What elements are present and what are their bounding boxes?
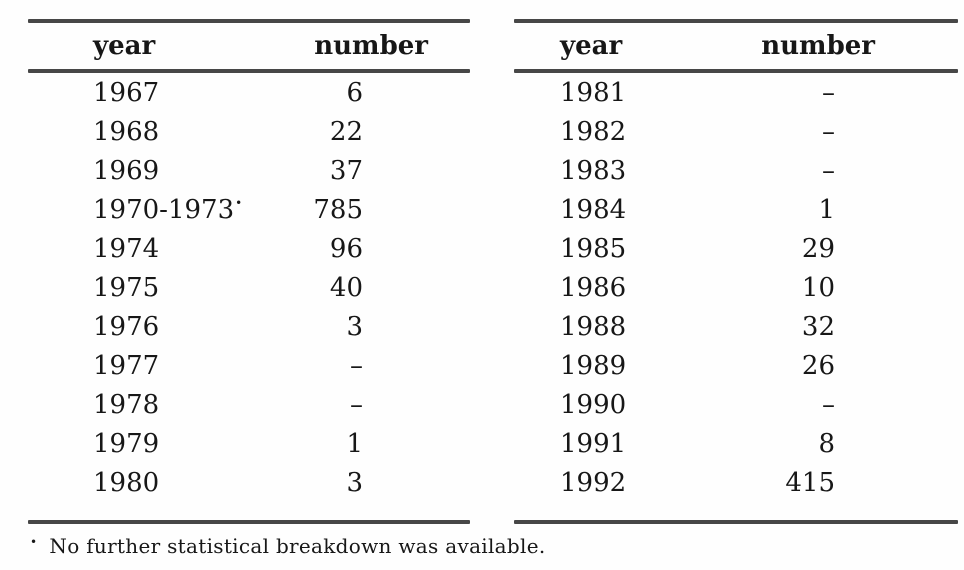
number-cell: 40 [329, 272, 363, 303]
year-cell: 1991 [560, 428, 627, 459]
table-header-row [514, 23, 958, 69]
year-column-header: year [560, 31, 623, 61]
year-value: 1977 [93, 350, 160, 381]
number-cell: – [822, 155, 835, 186]
table-row [514, 424, 958, 463]
table-row [28, 463, 470, 502]
year-cell: 1983 [560, 155, 627, 186]
number-cell: – [350, 389, 363, 420]
table-row [28, 73, 470, 112]
year-cell [28, 351, 160, 381]
table-years-1981-1992 [514, 19, 958, 524]
footnote-text: No further statistical breakdown was available. [49, 534, 546, 558]
number-cell: – [822, 389, 835, 420]
table-row [28, 385, 470, 424]
table-row [514, 229, 958, 268]
table-row [514, 463, 958, 502]
table-row [514, 268, 958, 307]
number-column-header: number [314, 31, 428, 61]
horizontal-rule-bottom [514, 520, 958, 524]
year-cell: 1984 [560, 194, 627, 225]
table-row [28, 346, 470, 385]
year-value: 1969 [93, 155, 160, 186]
number-cell: 415 [785, 467, 835, 498]
table-body [514, 73, 958, 520]
table-row [28, 424, 470, 463]
number-cell: 29 [801, 233, 835, 264]
footnote-marker: • [30, 535, 38, 549]
horizontal-rule-bottom [28, 520, 470, 524]
year-value: 1978 [93, 389, 160, 420]
number-cell: – [822, 77, 835, 108]
table-row [514, 151, 958, 190]
table-header-row [28, 23, 470, 69]
table-row [28, 112, 470, 151]
year-value: 1976 [93, 311, 160, 342]
number-cell: 22 [329, 116, 363, 147]
table-row [28, 268, 470, 307]
footnote-marker: • [235, 195, 243, 210]
number-column-header: number [761, 31, 875, 61]
year-cell: 1989 [560, 350, 627, 381]
table-body [28, 73, 470, 520]
footnote [30, 534, 546, 558]
number-cell: 26 [801, 350, 835, 381]
table-row [28, 151, 470, 190]
year-cell [28, 273, 160, 303]
year-cell: 1982 [560, 116, 627, 147]
number-cell: 1 [818, 194, 835, 225]
table-row [514, 112, 958, 151]
year-cell [28, 78, 160, 108]
table-row [28, 229, 470, 268]
year-cell [28, 195, 242, 225]
year-cell [28, 468, 160, 498]
number-cell: 96 [329, 233, 363, 264]
year-cell [28, 117, 160, 147]
year-cell: 1985 [560, 233, 627, 264]
table-years-1967-1980 [28, 19, 470, 524]
year-cell: 1986 [560, 272, 627, 303]
number-cell: 10 [801, 272, 835, 303]
table-row [514, 190, 958, 229]
year-column-header: year [93, 31, 156, 61]
number-cell: – [350, 350, 363, 381]
number-cell: 37 [329, 155, 363, 186]
table-row [28, 307, 470, 346]
year-cell [28, 234, 160, 264]
number-cell: 3 [346, 467, 363, 498]
number-cell: 785 [313, 194, 363, 225]
year-value: 1967 [93, 77, 160, 108]
number-cell: 3 [346, 311, 363, 342]
year-cell: 1990 [560, 389, 627, 420]
year-cell [28, 156, 160, 186]
year-cell: 1981 [560, 77, 627, 108]
year-value: 1980 [93, 467, 160, 498]
table-row [514, 73, 958, 112]
number-cell: 6 [346, 77, 363, 108]
table-row [28, 190, 470, 229]
year-value: 1979 [93, 428, 160, 459]
table-row [514, 307, 958, 346]
year-value: 1968 [93, 116, 160, 147]
year-value: 1975 [93, 272, 160, 303]
number-cell: – [822, 116, 835, 147]
year-cell [28, 429, 160, 459]
year-value: 1974 [93, 233, 160, 264]
year-cell: 1988 [560, 311, 627, 342]
table-row [514, 385, 958, 424]
year-cell: 1992 [560, 467, 627, 498]
year-cell [28, 312, 160, 342]
year-value: 1970-1973 [93, 194, 235, 225]
year-cell [28, 390, 160, 420]
table-row [514, 346, 958, 385]
number-cell: 1 [346, 428, 363, 459]
number-cell: 8 [818, 428, 835, 459]
number-cell: 32 [801, 311, 835, 342]
